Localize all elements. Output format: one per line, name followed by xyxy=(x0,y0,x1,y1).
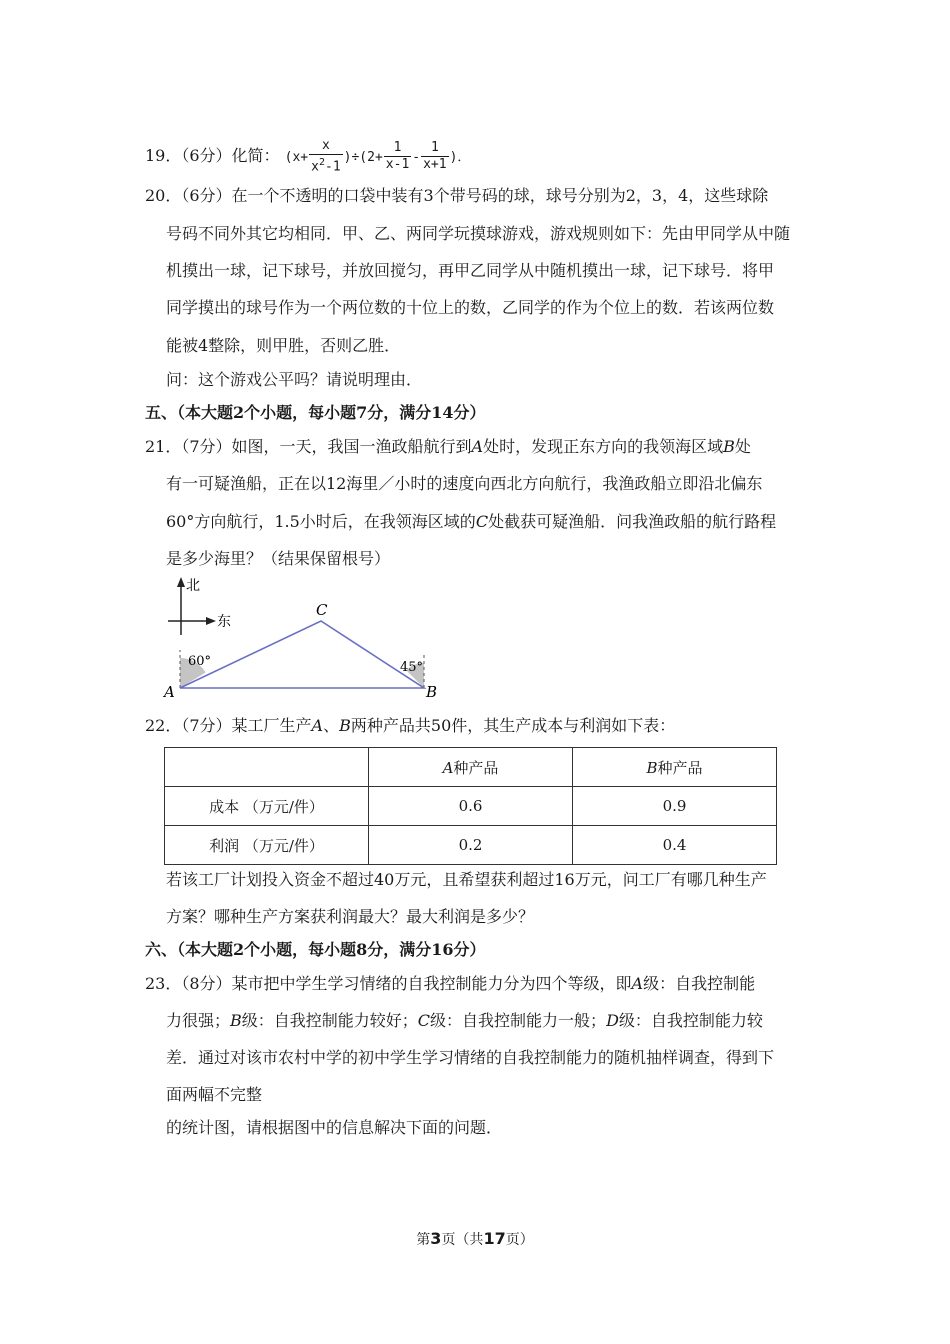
q23-level-d: D xyxy=(606,1011,619,1030)
triangle-figure xyxy=(160,575,450,700)
angle-a-label: 60° xyxy=(188,654,212,669)
q23-line-3: 差．通过对该市农村中学的初中学生学习情绪的自我控制能力的随机抽样调查，得到下 xyxy=(166,1048,775,1067)
header-b-letter: B xyxy=(646,758,658,777)
cell-cost-a: 0.6 xyxy=(369,787,573,826)
triangle-abc xyxy=(180,621,424,688)
vertex-b-label: B xyxy=(426,683,438,700)
q23-text: 力很强； xyxy=(166,1011,231,1030)
q19-f3-denominator: x+1 xyxy=(423,157,447,173)
q21-point-a: A xyxy=(471,437,484,456)
cell-profit-b: 0.4 xyxy=(573,826,777,865)
q19-f1-exponent: 2 xyxy=(318,157,325,168)
q23-level-c: C xyxy=(417,1011,431,1030)
angle-b-label: 45° xyxy=(400,660,424,675)
table-header-b xyxy=(573,748,777,787)
q23-line-5: 的统计图，请根据图中的信息解决下面的问题． xyxy=(166,1118,503,1137)
q22-product-a: A xyxy=(311,716,324,735)
q23-line-1 xyxy=(145,974,755,994)
q19-open: (x+ xyxy=(284,150,309,166)
q20-line-2: 号码不同外其它均相同．甲、乙、两同学玩摸球游戏，游戏规则如下：先由甲同学从中随 xyxy=(166,224,791,243)
row-label-cost: 成本 （万元/件） xyxy=(165,787,369,826)
q22-text: 22．（7分）某工厂生产 xyxy=(145,716,312,735)
q19-fraction-3 xyxy=(421,140,448,173)
q20-line-4: 同学摸出的球号作为一个两位数的十位上的数，乙同学的作为个位上的数．若该两位数 xyxy=(166,298,775,317)
q19-minus: - xyxy=(412,150,421,166)
q20-line-1: 20．（6分）在一个不透明的口袋中装有3个带号码的球，球号分别为2，3，4，这些球除 xyxy=(145,186,769,205)
q21-text: 处时，发现正东方向的我领海区域 xyxy=(483,437,724,456)
table-header-a xyxy=(369,748,573,787)
q19-f1-den-base: x xyxy=(311,159,319,175)
q23-line-4: 面两幅不完整 xyxy=(166,1085,263,1104)
cell-cost-b: 0.9 xyxy=(573,787,777,826)
q21-text: 处截获可疑渔船．问我渔政船的航行路程 xyxy=(488,512,777,531)
q20-line-5: 能被4整除，则甲胜，否则乙胜． xyxy=(166,336,401,355)
footer-text: 页（共 xyxy=(441,1232,484,1248)
q20-line-3: 机摸出一球，记下球号，并放回搅匀，再甲乙同学从中随机摸出一球，记下球号．将甲 xyxy=(166,261,775,280)
q21-text: 60°方向航行，1.5小时后，在我领海区域的 xyxy=(166,512,476,531)
q19-f2-numerator: 1 xyxy=(384,140,411,157)
footer-text: 页） xyxy=(505,1232,534,1248)
q23-text: 级：自我控制能力一般； xyxy=(430,1011,607,1030)
q22-text: 两种产品共50件，其生产成本与利润如下表： xyxy=(350,716,676,735)
q19-number: 19． xyxy=(145,146,182,166)
cost-profit-table xyxy=(164,747,777,865)
q23-level-a: A xyxy=(631,974,644,993)
east-arrow-icon xyxy=(206,617,216,625)
q21-line-1 xyxy=(145,437,751,457)
q21-line-3 xyxy=(166,512,776,532)
table-row xyxy=(165,787,777,826)
q21-line-2: 有一可疑渔船，正在以12海里／小时的速度向西北方向航行，我渔政船立即沿北偏东 xyxy=(166,474,763,493)
section-6-heading: 六、（本大题2个小题，每小题8分，满分16分） xyxy=(145,940,486,959)
q21-point-b: B xyxy=(723,437,735,456)
q19-fraction-2 xyxy=(384,140,411,173)
q23-line-2 xyxy=(166,1011,763,1031)
q21-text: 21．（7分）如图，一天，我国一渔政船航行到 xyxy=(145,437,472,456)
q19-label: （6分）化简： xyxy=(181,146,280,166)
header-b-text: 种产品 xyxy=(657,758,703,777)
vertex-a-label: A xyxy=(164,683,175,700)
q19-f2-denominator: x-1 xyxy=(385,157,410,173)
header-a-text: 种产品 xyxy=(453,758,499,777)
q20-line-6: 问：这个游戏公平吗？请说明理由． xyxy=(166,370,423,389)
section-5-heading: 五、（本大题2个小题，每小题7分，满分14分） xyxy=(145,403,486,422)
q22-line-2: 若该工厂计划投入资金不超过40万元，且希望获利超过16万元，问工厂有哪几种生产 xyxy=(166,870,767,889)
q21-text: 处 xyxy=(734,437,751,456)
q19-fraction-1 xyxy=(309,138,343,175)
q22-product-b: B xyxy=(339,716,351,735)
page-total: 17 xyxy=(483,1229,506,1248)
q22-line-3: 方案？哪种生产方案获利润最大？最大利润是多少？ xyxy=(166,907,535,926)
q19-mid: )÷(2+ xyxy=(343,150,383,166)
row-label-profit: 利润 （万元/件） xyxy=(165,826,369,865)
q19-close: )． xyxy=(449,150,471,166)
q23-text: 级：自我控制能 xyxy=(643,974,756,993)
page-number: 3 xyxy=(430,1229,442,1248)
vertex-c-label: C xyxy=(316,601,328,619)
q22-text: 、 xyxy=(323,716,340,735)
q21-line-4: 是多少海里？（结果保留根号） xyxy=(166,549,391,568)
q19-f1-den-tail: -1 xyxy=(325,159,341,175)
north-arrow-icon xyxy=(177,577,185,587)
table-row xyxy=(165,826,777,865)
q21-point-c: C xyxy=(475,512,489,531)
q19-f3-numerator: 1 xyxy=(421,140,448,157)
north-label: 北 xyxy=(186,578,200,594)
table-header-row xyxy=(165,748,777,787)
page-footer xyxy=(0,1229,950,1249)
q19-f1-numerator: x xyxy=(309,138,343,155)
header-a-letter: A xyxy=(442,758,454,777)
q23-text: 级：自我控制能力较 xyxy=(618,1011,763,1030)
question-19 xyxy=(145,138,470,175)
cell-profit-a: 0.2 xyxy=(369,826,573,865)
footer-text: 第 xyxy=(416,1232,431,1248)
table-corner-cell xyxy=(165,748,369,787)
q23-text: 级：自我控制能力较好； xyxy=(241,1011,418,1030)
q23-level-b: B xyxy=(230,1011,242,1030)
q19-f1-denominator xyxy=(309,155,343,175)
east-label: 东 xyxy=(217,614,231,630)
q22-line-1 xyxy=(145,716,675,736)
q23-text: 23．（8分）某市把中学生学习情绪的自我控制能力分为四个等级，即 xyxy=(145,974,632,993)
